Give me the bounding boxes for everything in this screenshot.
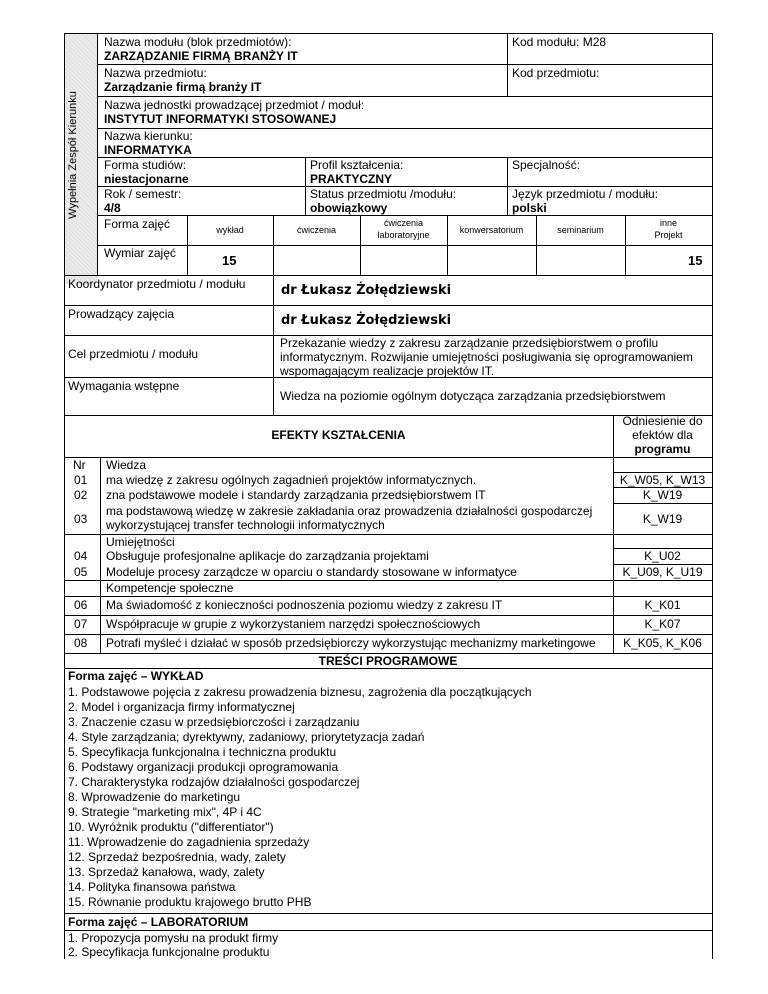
requirements-value: Wiedza na poziomie ogólnym dotycząca zarządzania przedsiębiorstwem: [280, 389, 666, 403]
effect-text: ma podstawową wiedzę w zakresie zakładania oraz prowadzenia działalności gospodarczej: [106, 504, 593, 518]
exercises-header: ćwiczenia: [296, 225, 336, 235]
lecture-topic: 11. Wprowadzenie do zagadnienia sprzedaży: [68, 835, 310, 849]
unit-value: INSTYTUT INFORMATYKI STOSOWANEJ: [104, 112, 337, 126]
goal-label: Cel przedmiotu / modułu: [68, 347, 199, 361]
rule: [64, 275, 712, 276]
rule: [273, 275, 274, 415]
rule: [507, 157, 508, 215]
language-label: Język przedmiotu / modułu:: [512, 187, 659, 201]
lecture-topic: 6. Podstawy organizacji produkcji oprogramowania: [68, 760, 339, 774]
lecture-hours: 15: [222, 253, 237, 268]
conversatorium-header: konwersatorium: [459, 225, 524, 235]
effect-nr: 05: [74, 565, 88, 579]
effect-text: ma wiedzę z zakresu ogólnych zagadnień projektów informatycznych.: [106, 473, 477, 487]
goal-line: wspomagającym realizacje projektów IT.: [280, 364, 495, 378]
study-form-label: Forma studiów:: [104, 158, 187, 172]
status-label: Status przedmiotu /modułu:: [310, 187, 457, 201]
specialty-label: Specjalność:: [512, 158, 581, 172]
hours-label: Wymiar zajęć: [104, 246, 176, 260]
rule: [100, 457, 101, 653]
module-code: Kod modułu: M28: [512, 35, 607, 49]
lecture-topic: 8. Wprowadzenie do marketingu: [68, 790, 241, 804]
status-value: obowiązkowy: [310, 201, 388, 215]
effect-ref: K_K01: [644, 598, 681, 612]
lecture-header: wykład: [216, 225, 244, 235]
other-header-line2: Projekt: [654, 230, 683, 240]
lab-header-line2: laboratoryjne: [377, 230, 430, 240]
coordinator-label: Koordynator przedmiotu / modułu: [68, 277, 246, 291]
lecture-topic: 4. Style zarządzania; dyrektywny, zadaniowy, priorytetyzacja zadań: [68, 730, 425, 744]
rule: [187, 215, 188, 275]
rule: [536, 215, 537, 275]
knowledge-heading: Wiedza: [106, 458, 147, 472]
rule: [305, 157, 306, 215]
effect-nr: 03: [74, 512, 88, 526]
rule: [97, 215, 712, 216]
effect-text: zna podstawowe modele i standardy zarządzania przedsiębiorstwem IT: [106, 488, 486, 502]
rule: [97, 96, 712, 97]
field-label: Nazwa kierunku:: [104, 129, 193, 143]
project-hours: 15: [688, 253, 703, 268]
lab-topic: 1. Propozycja pomysłu na produkt firmy: [68, 931, 279, 945]
rule: [64, 33, 712, 34]
effect-text: Obsługuje profesjonalne aplikacje do zarządzania projektami: [106, 549, 429, 563]
class-form-label: Forma zajęć: [104, 217, 171, 231]
rule: [613, 503, 712, 504]
lecture-topic: 12. Sprzedaż bezpośrednia, wady, zalety: [68, 850, 286, 864]
rule: [273, 215, 274, 275]
subject-value: Zarządzanie firmą branży IT: [104, 80, 262, 94]
nr-header: Nr: [73, 458, 86, 472]
rule: [64, 913, 712, 914]
effect-nr: 01: [74, 473, 88, 487]
rule: [64, 305, 712, 306]
rule: [64, 457, 712, 458]
lecturer-value: dr Łukasz Żołędziewski: [281, 313, 452, 328]
rule: [64, 596, 712, 597]
effect-text-cont: wykorzystującej transfer technologii informatycznych: [106, 518, 385, 532]
rule: [64, 33, 65, 959]
lecture-topic: 1. Podstawowe pojęcia z zakresu prowadzenia biznesu, zagrożenia dla początkujących: [68, 685, 532, 699]
side-label: Wypełnia Zespół Kierunku: [67, 91, 79, 219]
reference-header-line3: programu: [634, 442, 691, 456]
content-title: TREŚCI PROGRAMOWE: [318, 654, 458, 668]
effect-nr: 08: [74, 636, 88, 650]
effect-ref: K_W05, K_W13: [619, 473, 706, 487]
field-value: INFORMATYKA: [104, 143, 192, 157]
effect-ref: K_U02: [644, 549, 681, 563]
year-label: Rok / semestr:: [104, 187, 182, 201]
reference-header-line1: Odniesienie do: [622, 414, 703, 428]
year-value: 4/8: [104, 201, 121, 215]
effect-text: Modeluje procesy zarządcze w oparciu o standardy stosowane w informatyce: [106, 565, 517, 579]
lecture-topic: 13. Sprzedaż kanałowa, wady, zalety: [68, 865, 265, 879]
coordinator-value: dr Łukasz Żołędziewski: [281, 283, 452, 298]
lab-topic: 2. Specyfikacja funkcjonalne produktu: [68, 945, 270, 959]
rule: [712, 33, 713, 959]
rule: [507, 33, 508, 96]
module-value: ZARZĄDZANIE FIRMĄ BRANŻY IT: [104, 49, 298, 63]
subject-code: Kod przedmiotu:: [512, 66, 600, 80]
skills-heading: Umiejętności: [106, 535, 175, 549]
effect-ref: K_U09, K_U19: [622, 565, 703, 579]
subject-label: Nazwa przedmiotu:: [104, 66, 207, 80]
requirements-label: Wymagania wstępne: [68, 379, 180, 393]
lecture-topic: 7. Charakterystyka rodzajów działalności gospodarczej: [68, 775, 360, 789]
module-label: Nazwa modułu (blok przedmiotów):: [104, 35, 292, 49]
effect-text: Ma świadomość z konieczności podnoszenia poziomu wiedzy z zakresu IT: [106, 598, 503, 612]
lecture-topic: 9. Strategie "marketing mix", 4P i 4C: [68, 805, 262, 819]
other-header-line1: inne: [659, 218, 677, 228]
effect-nr: 04: [74, 549, 88, 563]
effects-title: EFEKTY KSZTAŁCENIA: [271, 428, 406, 442]
rule: [64, 634, 712, 635]
goal-line: Przekazanie wiedzy z zakresu zarządzanie przedsiębiorstwem o profilu: [280, 336, 659, 350]
lecture-topic: 5. Specyfikacja funkcjonalna i techniczna produktu: [68, 745, 337, 759]
lecture-topic: 10. Wyróżnik produktu ("differentiator"): [68, 820, 274, 834]
effect-ref: K_K07: [644, 617, 681, 631]
lab-header-line1: ćwiczenia: [383, 218, 423, 228]
lecture-topic: 2. Model i organizacja firmy informatycznej: [68, 700, 295, 714]
effect-nr: 07: [74, 617, 88, 631]
goal-line: informatycznym. Rozwijanie umiejętności posługiwania się oprogramowaniem: [280, 350, 693, 364]
effect-nr: 06: [74, 598, 88, 612]
effect-ref: K_W19: [642, 512, 683, 526]
profile-label: Profil kształcenia:: [310, 158, 404, 172]
effect-ref: K_W19: [642, 488, 683, 502]
competences-heading: Kompetencje społeczne: [106, 581, 234, 595]
lecture-content-heading: Forma zajęć – WYKŁAD: [68, 669, 204, 683]
lecture-topic: 14. Polityka finansowa państwa: [68, 880, 236, 894]
rule: [97, 245, 712, 246]
rule: [97, 64, 712, 65]
unit-label: Nazwa jednostki prowadzącej przedmiot / moduł:: [104, 98, 365, 112]
rule: [64, 615, 712, 616]
lecture-topic: 3. Znaczenie czasu w przedsiębiorczości i zarządzaniu: [68, 715, 360, 729]
effect-text: Współpracuje w grupie z wykorzystaniem narzędzi społecznościowych: [106, 617, 481, 631]
language-value: polski: [512, 201, 547, 215]
rule: [97, 157, 712, 158]
reference-header-line2: efektów dla: [632, 428, 693, 442]
lab-content-heading: Forma zajęć – LABORATORIUM: [68, 915, 249, 929]
effect-ref: K_K05, K_K06: [623, 636, 702, 650]
study-form-value: niestacjonarne: [104, 172, 189, 186]
rule: [447, 215, 448, 275]
seminar-header: seminarium: [557, 225, 604, 235]
lecturer-label: Prowadzący zajęcia: [68, 307, 175, 321]
effect-text: Potrafi myśleć i działać w sposób przedsiębiorczy wykorzystując mechanizmy marketingowe: [106, 636, 596, 650]
lecture-topic: 15. Równanie produktu krajowego brutto PHB: [68, 895, 312, 909]
effect-nr: 02: [74, 488, 88, 502]
profile-value: PRAKTYCZNY: [310, 172, 393, 186]
rule: [97, 33, 98, 275]
